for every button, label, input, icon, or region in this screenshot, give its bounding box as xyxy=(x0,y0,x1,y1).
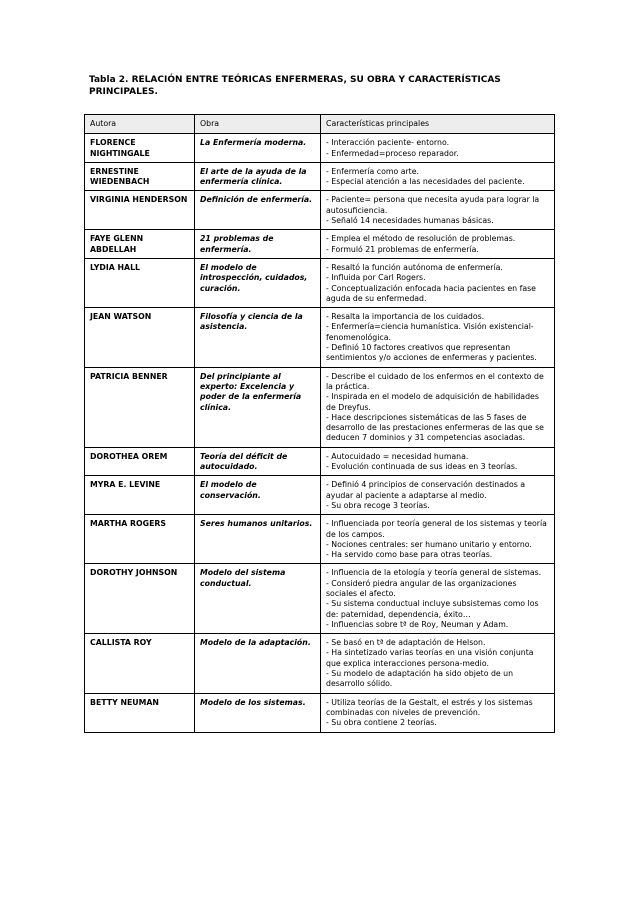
author-cell: FAYE GLENN ABDELLAH xyxy=(85,230,195,259)
work-cell: Modelo de la adaptación. xyxy=(195,634,321,693)
table-row xyxy=(85,258,555,307)
traits-cell xyxy=(321,308,555,367)
author-cell: PATRICIA BENNER xyxy=(85,367,195,447)
author-cell: LYDIA HALL xyxy=(85,258,195,307)
trait-line: - Su obra recoge 3 teorías. xyxy=(326,500,430,510)
trait-line: - Conceptualización enfocada hacia pacientes en fase aguda de su enfermedad. xyxy=(326,283,536,303)
traits-cell xyxy=(321,258,555,307)
trait-line: - Su sistema conductual incluye subsistemas como los de: paternidad, dependencia, éxito… xyxy=(326,599,539,619)
author-cell: MYRA E. LEVINE xyxy=(85,476,195,515)
trait-line: - Se basó en tª de adaptación de Helson. xyxy=(326,638,486,648)
table-row xyxy=(85,134,555,163)
table-row xyxy=(85,162,555,191)
work-cell: Modelo de los sistemas. xyxy=(195,693,321,732)
trait-line: - Utiliza teorías de la Gestalt, el estrés y los sistemas combinadas con niveles de prevención. xyxy=(326,697,533,717)
trait-line: - Resalta la importancia de los cuidados. xyxy=(326,312,485,322)
traits-cell xyxy=(321,447,555,476)
trait-line: - Su obra contiene 2 teorías. xyxy=(326,718,437,728)
traits-cell xyxy=(321,634,555,693)
table-row xyxy=(85,515,555,564)
trait-line: - Paciente= persona que necesita ayuda para lograr la autosuficiencia. xyxy=(326,195,540,215)
trait-line: - Influencias sobre tª de Roy, Neuman y Adam. xyxy=(326,619,509,629)
traits-cell xyxy=(321,134,555,163)
work-cell: El modelo de conservación. xyxy=(195,476,321,515)
table-row xyxy=(85,634,555,693)
traits-cell xyxy=(321,162,555,191)
header-work: Obra xyxy=(195,115,321,134)
author-cell: ERNESTINE WIEDENBACH xyxy=(85,162,195,191)
work-cell: La Enfermería moderna. xyxy=(195,134,321,163)
table-row xyxy=(85,191,555,230)
trait-line: - Influencia de la etología y teoría general de sistemas. xyxy=(326,568,542,578)
trait-line: - Señaló 14 necesidades humanas básicas. xyxy=(326,216,494,226)
work-cell: Filosofía y ciencia de la asistencia. xyxy=(195,308,321,367)
trait-line: - Autocuidado = necesidad humana. xyxy=(326,451,469,461)
trait-line: - Nociones centrales: ser humano unitario y entorno. xyxy=(326,539,532,549)
table-row xyxy=(85,564,555,634)
table-row xyxy=(85,476,555,515)
trait-line: - Enfermedad=proceso reparador. xyxy=(326,148,459,158)
work-cell: Definición de enfermería. xyxy=(195,191,321,230)
table-header-row xyxy=(85,115,555,134)
work-cell: Seres humanos unitarios. xyxy=(195,515,321,564)
author-cell: VIRGINIA HENDERSON xyxy=(85,191,195,230)
trait-line: - Inspirada en el modelo de adquisición de habilidades de Dreyfus. xyxy=(326,392,539,412)
trait-line: - Consideró piedra angular de las organizaciones sociales el afecto. xyxy=(326,578,517,598)
trait-line: - Describe el cuidado de los enfermos en el contexto de la práctica. xyxy=(326,371,544,391)
table-body xyxy=(85,134,555,732)
trait-line: - Definió 10 factores creativos que representan sentimientos y/o acciones de enfermeras y pacientes. xyxy=(326,343,537,363)
traits-cell xyxy=(321,515,555,564)
trait-line: - Ha sintetizado varias teorías en una visión conjunta que explica interacciones persona-medio. xyxy=(326,648,534,668)
work-cell: Teoría del déficit de autocuidado. xyxy=(195,447,321,476)
author-cell: CALLISTA ROY xyxy=(85,634,195,693)
author-cell: DOROTHY JOHNSON xyxy=(85,564,195,634)
work-cell: Modelo del sistema conductual. xyxy=(195,564,321,634)
table-row xyxy=(85,230,555,259)
trait-line: - Influenciada por teoría general de los sistemas y teoría de los campos. xyxy=(326,519,547,539)
traits-cell xyxy=(321,367,555,447)
table-row xyxy=(85,693,555,732)
theorists-table xyxy=(84,114,555,733)
header-traits: Características principales xyxy=(321,115,555,134)
traits-cell xyxy=(321,476,555,515)
traits-cell xyxy=(321,693,555,732)
work-cell: Del principiante al experto: Excelencia y poder de la enfermería clínica. xyxy=(195,367,321,447)
trait-line: - Influida por Carl Rogers. xyxy=(326,273,426,283)
trait-line: - Definió 4 principios de conservación destinados a ayudar al paciente a adaptarse al medio. xyxy=(326,480,526,500)
trait-line: - Formuló 21 problemas de enfermería. xyxy=(326,244,479,254)
trait-line: - Ha servido como base para otras teorías. xyxy=(326,550,493,560)
traits-cell xyxy=(321,230,555,259)
author-cell: MARTHA ROGERS xyxy=(85,515,195,564)
trait-line: - Resaltó la función autónoma de enfermería. xyxy=(326,262,503,272)
trait-line: - Enfermería=ciencia humanística. Visión existencial-fenomenológica. xyxy=(326,322,534,342)
trait-line: - Interacción paciente- entorno. xyxy=(326,138,450,148)
traits-cell xyxy=(321,564,555,634)
table-row xyxy=(85,447,555,476)
table-row xyxy=(85,308,555,367)
work-cell: 21 problemas de enfermería. xyxy=(195,230,321,259)
header-author: Autora xyxy=(85,115,195,134)
trait-line: - Evolución continuada de sus ideas en 3 teorías. xyxy=(326,462,518,472)
work-cell: El modelo de introspección, cuidados, curación. xyxy=(195,258,321,307)
author-cell: DOROTHEA OREM xyxy=(85,447,195,476)
table-row xyxy=(85,367,555,447)
trait-line: - Especial atención a las necesidades del paciente. xyxy=(326,177,525,187)
table-caption: Tabla 2. RELACIÓN ENTRE TEÓRICAS ENFERMERAS, SU OBRA Y CARACTERÍSTICAS PRINCIPALES. xyxy=(89,75,501,97)
trait-line: - Hace descripciones sistemáticas de las 5 fases de desarrollo de las prestaciones enfermeras de las que se deducen 7 dominios y 31 competencias asociadas. xyxy=(326,412,544,443)
traits-cell xyxy=(321,191,555,230)
author-cell: BETTY NEUMAN xyxy=(85,693,195,732)
author-cell: FLORENCE NIGHTINGALE xyxy=(85,134,195,163)
author-cell: JEAN WATSON xyxy=(85,308,195,367)
trait-line: - Su modelo de adaptación ha sido objeto de un desarrollo sólido. xyxy=(326,669,514,689)
trait-line: - Emplea el método de resolución de problemas. xyxy=(326,234,516,244)
work-cell: El arte de la ayuda de la enfermería clínica. xyxy=(195,162,321,191)
trait-line: - Enfermería como arte. xyxy=(326,166,420,176)
